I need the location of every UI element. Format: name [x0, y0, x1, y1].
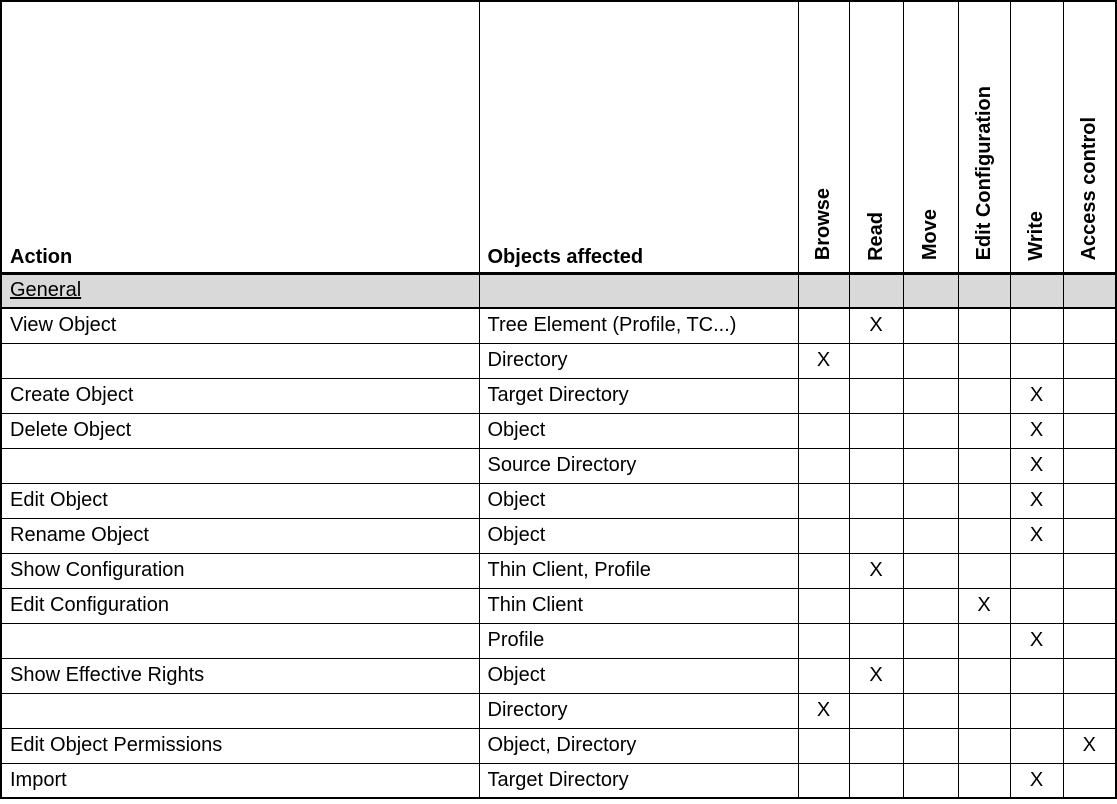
- table-row: [1, 658, 1116, 693]
- table-row: [1, 343, 1116, 378]
- column-header-browse-label: Browse: [812, 188, 834, 261]
- objects-affected-cell: Directory: [479, 693, 798, 728]
- permission-mark-cell: X: [798, 343, 849, 378]
- action-cell: Edit Configuration: [1, 588, 479, 623]
- permission-empty-cell: [798, 588, 849, 623]
- permission-empty-cell: [1063, 343, 1116, 378]
- permission-empty-cell: [903, 623, 958, 658]
- table-row: [1, 588, 1116, 623]
- permission-empty-cell: [849, 483, 903, 518]
- column-header-browse: [798, 1, 849, 273]
- permission-empty-cell: [903, 343, 958, 378]
- permission-empty-cell: [903, 378, 958, 413]
- permission-empty-cell: [849, 588, 903, 623]
- permission-empty-cell: [903, 308, 958, 343]
- permission-empty-cell: [1010, 308, 1063, 343]
- table-row: [1, 553, 1116, 588]
- permission-empty-cell: [903, 413, 958, 448]
- permission-empty-cell: [1063, 378, 1116, 413]
- objects-affected-cell: Object: [479, 483, 798, 518]
- permission-empty-cell: [798, 448, 849, 483]
- column-header-read-label: Read: [864, 211, 887, 261]
- permission-mark-cell: X: [1010, 483, 1063, 518]
- section-label-cell: [1, 273, 479, 308]
- objects-affected-cell: Object: [479, 518, 798, 553]
- permission-empty-cell: [958, 448, 1010, 483]
- table-row: [1, 693, 1116, 728]
- column-header-write-label: Write: [1025, 210, 1047, 261]
- permission-empty-cell: [849, 378, 903, 413]
- objects-affected-cell: Profile: [479, 623, 798, 658]
- permission-empty-cell: [1063, 693, 1116, 728]
- permission-mark-cell: X: [849, 308, 903, 343]
- permission-empty-cell: [903, 448, 958, 483]
- permission-empty-cell: [1010, 728, 1063, 763]
- action-cell: Edit Object: [1, 483, 479, 518]
- permission-empty-cell: [958, 693, 1010, 728]
- table-row: [1, 518, 1116, 553]
- action-cell: [1, 693, 479, 728]
- permission-empty-cell: [903, 728, 958, 763]
- permission-empty-cell: [798, 378, 849, 413]
- permission-empty-cell: [849, 693, 903, 728]
- objects-affected-cell: Object: [479, 413, 798, 448]
- section-empty-cell: [798, 273, 849, 308]
- objects-affected-cell: Thin Client, Profile: [479, 553, 798, 588]
- action-cell: Import: [1, 763, 479, 798]
- permission-empty-cell: [798, 623, 849, 658]
- objects-affected-cell: Thin Client: [479, 588, 798, 623]
- objects-affected-cell: Target Directory: [479, 763, 798, 798]
- permission-mark-cell: X: [1010, 448, 1063, 483]
- action-cell: View Object: [1, 308, 479, 343]
- permission-empty-cell: [958, 658, 1010, 693]
- column-header-write: [1010, 1, 1063, 273]
- permission-empty-cell: [903, 693, 958, 728]
- column-header-access-control-label: Access control: [1077, 117, 1100, 261]
- permission-empty-cell: [958, 413, 1010, 448]
- permission-mark-cell: X: [849, 658, 903, 693]
- permission-empty-cell: [958, 483, 1010, 518]
- objects-affected-cell: Directory: [479, 343, 798, 378]
- permission-empty-cell: [1063, 553, 1116, 588]
- objects-affected-cell: Source Directory: [479, 448, 798, 483]
- permission-empty-cell: [958, 378, 1010, 413]
- section-row-general: [1, 273, 1116, 308]
- permission-empty-cell: [798, 413, 849, 448]
- permission-empty-cell: [958, 343, 1010, 378]
- permission-empty-cell: [958, 308, 1010, 343]
- permission-empty-cell: [849, 448, 903, 483]
- action-cell: [1, 448, 479, 483]
- permission-empty-cell: [849, 623, 903, 658]
- column-header-move: [903, 1, 958, 273]
- action-cell: [1, 343, 479, 378]
- table-row: [1, 448, 1116, 483]
- column-header-read: [849, 1, 903, 273]
- permission-mark-cell: X: [1010, 413, 1063, 448]
- column-header-move-label: Move: [919, 209, 941, 261]
- permission-mark-cell: X: [1010, 378, 1063, 413]
- permission-mark-cell: X: [1010, 623, 1063, 658]
- permission-empty-cell: [849, 343, 903, 378]
- action-cell: Delete Object: [1, 413, 479, 448]
- table-row: [1, 378, 1116, 413]
- permission-empty-cell: [1063, 448, 1116, 483]
- section-empty-cell: [903, 273, 958, 308]
- permission-empty-cell: [849, 413, 903, 448]
- table-row: [1, 763, 1116, 798]
- permission-empty-cell: [1010, 553, 1063, 588]
- action-cell: Edit Object Permissions: [1, 728, 479, 763]
- table-row: [1, 623, 1116, 658]
- permission-empty-cell: [1010, 693, 1063, 728]
- section-label: General: [10, 279, 82, 302]
- objects-affected-cell: Object, Directory: [479, 728, 798, 763]
- column-header-access-control: [1063, 1, 1116, 273]
- permission-empty-cell: [798, 518, 849, 553]
- table-row: [1, 728, 1116, 763]
- permission-empty-cell: [958, 623, 1010, 658]
- action-cell: [1, 623, 479, 658]
- permission-empty-cell: [1063, 413, 1116, 448]
- permission-empty-cell: [798, 553, 849, 588]
- permission-empty-cell: [1063, 308, 1116, 343]
- section-empty-cell: [479, 273, 798, 308]
- column-header-edit-configuration-label: Edit Configuration: [972, 86, 995, 261]
- permission-mark-cell: X: [849, 553, 903, 588]
- column-header-edit-configuration: [958, 1, 1010, 273]
- permission-mark-cell: X: [1010, 518, 1063, 553]
- section-empty-cell: [958, 273, 1010, 308]
- objects-affected-cell: Target Directory: [479, 378, 798, 413]
- permission-empty-cell: [1063, 483, 1116, 518]
- permission-empty-cell: [1063, 518, 1116, 553]
- permission-empty-cell: [903, 763, 958, 798]
- permission-empty-cell: [958, 763, 1010, 798]
- permission-mark-cell: X: [958, 588, 1010, 623]
- permission-empty-cell: [1063, 588, 1116, 623]
- permission-empty-cell: [798, 483, 849, 518]
- permission-empty-cell: [1063, 763, 1116, 798]
- action-cell: Show Effective Rights: [1, 658, 479, 693]
- table-row: [1, 413, 1116, 448]
- permission-empty-cell: [849, 728, 903, 763]
- action-cell: Rename Object: [1, 518, 479, 553]
- section-empty-cell: [1010, 273, 1063, 308]
- permission-empty-cell: [958, 728, 1010, 763]
- section-empty-cell: [849, 273, 903, 308]
- permission-mark-cell: X: [1063, 728, 1116, 763]
- permission-empty-cell: [903, 588, 958, 623]
- permission-empty-cell: [958, 553, 1010, 588]
- permission-empty-cell: [1010, 588, 1063, 623]
- table-row: [1, 308, 1116, 343]
- permission-empty-cell: [798, 763, 849, 798]
- action-cell: Show Configuration: [1, 553, 479, 588]
- action-cell: Create Object: [1, 378, 479, 413]
- table-body: [1, 273, 1116, 798]
- permission-empty-cell: [1010, 343, 1063, 378]
- column-header-action: Action: [1, 1, 479, 273]
- permission-mark-cell: X: [798, 693, 849, 728]
- permission-empty-cell: [798, 658, 849, 693]
- permission-empty-cell: [1010, 658, 1063, 693]
- permission-empty-cell: [849, 518, 903, 553]
- permission-empty-cell: [849, 763, 903, 798]
- permission-empty-cell: [798, 728, 849, 763]
- column-header-objects-affected: Objects affected: [479, 1, 798, 273]
- permission-mark-cell: X: [1010, 763, 1063, 798]
- permission-empty-cell: [958, 518, 1010, 553]
- permission-empty-cell: [903, 553, 958, 588]
- objects-affected-cell: Object: [479, 658, 798, 693]
- permission-empty-cell: [903, 518, 958, 553]
- permission-empty-cell: [903, 483, 958, 518]
- permission-empty-cell: [1063, 658, 1116, 693]
- permission-empty-cell: [1063, 623, 1116, 658]
- permission-empty-cell: [903, 658, 958, 693]
- header-row: [1, 1, 1116, 273]
- objects-affected-cell: Tree Element (Profile, TC...): [479, 308, 798, 343]
- table-row: [1, 483, 1116, 518]
- permission-empty-cell: [798, 308, 849, 343]
- section-empty-cell: [1063, 273, 1116, 308]
